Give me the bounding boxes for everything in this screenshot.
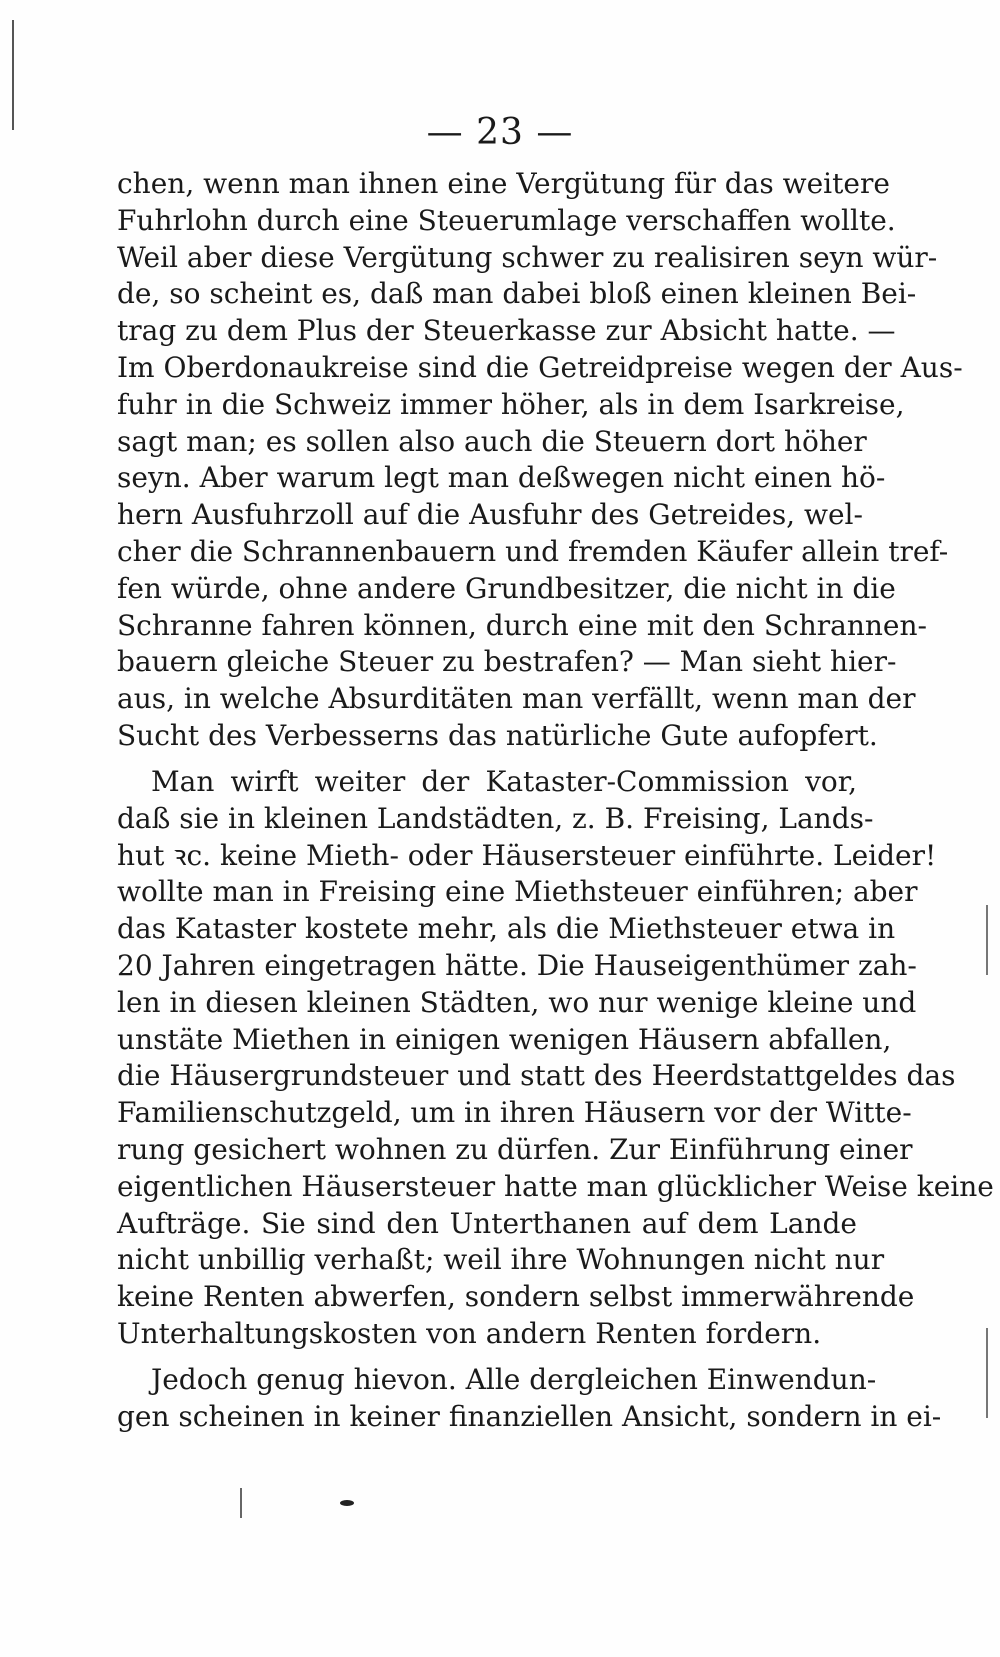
margin-mark (986, 905, 988, 975)
text-line: wollte man in Freising eine Miethsteuer einführen; aber (117, 875, 918, 909)
text-line: fuhr in die Schweiz immer höher, als in dem Isarkreise, (117, 387, 905, 421)
text-line: keine Renten abwerfen, sondern selbst immerwährende (117, 1280, 915, 1314)
text-line: Im Oberdonaukreise sind die Getreidpreise wegen der Aus- (117, 350, 963, 384)
text-line: bauern gleiche Steuer zu bestrafen? — Man sieht hier- (117, 645, 897, 679)
text-line: len in diesen kleinen Städten, wo nur wenige kleine und (117, 985, 917, 1019)
text-line: trag zu dem Plus der Steuerkasse zur Absicht hatte. — (117, 314, 896, 348)
page-number: — 23 — (426, 112, 574, 153)
text-line: gen scheinen in keiner finanziellen Ansicht, sondern in ei- (117, 1399, 942, 1433)
text-line: das Kataster kostete mehr, als die Miethsteuer etwa in (117, 912, 896, 946)
ink-speck (340, 1500, 354, 1506)
text-line: Unterhaltungskosten von andern Renten fordern. (117, 1316, 822, 1350)
text-line: sagt man; es sollen also auch die Steuern dort höher (117, 424, 867, 458)
margin-mark (240, 1488, 242, 1518)
text-line: rung gesichert wohnen zu dürfen. Zur Einführung einer (117, 1132, 913, 1166)
text-line: Aufträge. Sie sind den Unterthanen auf dem Lande (117, 1206, 857, 1240)
text-line: fen würde, ohne andere Grundbesitzer, die nicht in die (117, 571, 896, 605)
text-line: Man wirft weiter der Kataster-Commission vor, (151, 765, 857, 798)
text-line: hut ꝛc. keine Mieth- oder Häusersteuer einführte. Leider! (117, 838, 937, 872)
text-line: daß sie in kleinen Landstädten, z. B. Freising, Lands- (117, 801, 874, 835)
text-line: nicht unbillig verhaßt; weil ihre Wohnungen nicht nur (117, 1243, 885, 1277)
text-line: hern Ausfuhrzoll auf die Ausfuhr des Getreides, wel- (117, 498, 863, 532)
text-line: Schranne fahren können, durch eine mit den Schrannen- (117, 608, 927, 642)
text-line: unstäte Miethen in einigen wenigen Häusern abfallen, (117, 1022, 892, 1056)
text-line: chen, wenn man ihnen eine Vergütung für das weitere (117, 167, 890, 200)
text-line: 20 Jahren eingetragen hätte. Die Hauseigenthümer zah- (117, 948, 917, 982)
text-line: aus, in welche Absurditäten man verfällt, wenn man der (117, 682, 916, 716)
text-line: seyn. Aber warum legt man deßwegen nicht einen hö- (117, 461, 886, 495)
text-line: de, so scheint es, daß man dabei bloß einen kleinen Bei- (117, 277, 917, 311)
text-line: Sucht des Verbesserns das natürliche Gute aufopfert. (117, 718, 878, 752)
paragraph-2 (117, 764, 994, 1353)
text-line: Jedoch genug hievon. Alle dergleichen Einwendun- (151, 1363, 877, 1396)
text-line: Familienschutzgeld, um in ihren Häusern vor der Witte- (117, 1096, 912, 1130)
text-line: Weil aber diese Vergütung schwer zu realisiren seyn wür- (117, 240, 938, 274)
margin-mark (986, 1328, 988, 1418)
text-line: die Häusergrundsteuer und statt des Heerdstattgeldes das (117, 1059, 956, 1093)
paragraph-1 (117, 166, 963, 755)
text-line: Fuhrlohn durch eine Steuerumlage verschaffen wollte. (117, 203, 896, 237)
paragraph-3 (117, 1362, 942, 1436)
text-line: eigentlichen Häusersteuer hatte man glücklicher Weise keine (117, 1169, 994, 1203)
text-line: cher die Schrannenbauern und fremden Käufer allein tref- (117, 534, 949, 568)
